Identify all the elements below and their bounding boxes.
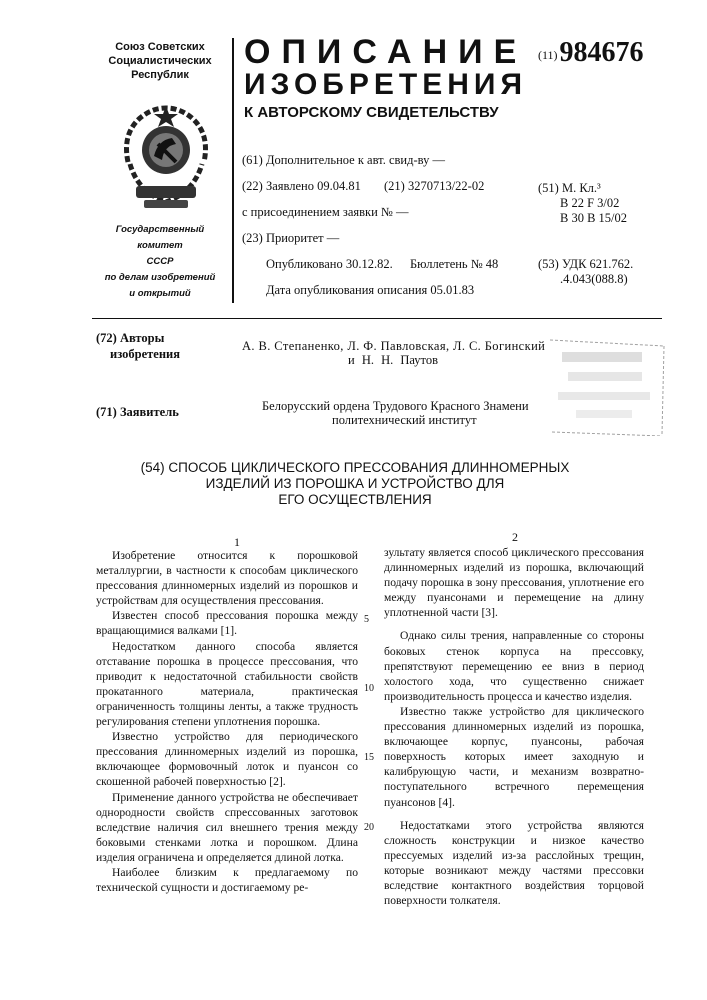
paragraph: Наиболее близким к предлагаемому по технической сущности и достигаемому ре-	[96, 865, 358, 895]
state-emblem-icon	[118, 104, 214, 214]
issuer-name	[96, 40, 224, 82]
field-description-date: Дата опубликования описания 05.01.83	[266, 283, 475, 297]
patent-number-value: 984676	[559, 37, 644, 68]
column-number-right: 2	[512, 530, 518, 544]
authors-line-1: А. В. Степаненко, Л. Ф. Павловская, Л. С. Богинский	[242, 339, 546, 353]
header-divider	[232, 38, 234, 303]
paragraph: Однако силы трения, направленные со стороны боковых стенок корпуса на прессовку, препятствуют перемещению ее вниз в период холостого хода, что существенно снижает производительность процесса и качество изделия.	[384, 629, 644, 703]
invention-title	[120, 460, 590, 508]
document-title: ОПИСАНИЕ	[244, 33, 528, 71]
issuer-line: Союз Советских	[115, 41, 205, 53]
field-51-class-1: B 22 F 3/02	[560, 196, 620, 210]
field-53-label: (53) УДК 621.762.	[538, 257, 634, 271]
line-number: 5	[364, 614, 369, 625]
applicant-line-2: политехнический институт	[332, 413, 477, 427]
line-number: 10	[364, 683, 374, 694]
issuer-line: Социалистических	[108, 55, 212, 67]
issuer-line: Республик	[131, 69, 189, 81]
library-stamp-icon	[548, 336, 666, 436]
patent-number	[538, 38, 644, 70]
paragraph: Недостатками этого устройства являются сложность конструкции и низкое качество прессуемых изделий из-за расслойных трещин, которые возникают между частями прессовки вследствие контактного воздействия торцовой поверхности толкателя.	[384, 818, 644, 908]
applicant-line-1: Белорусский ордена Трудового Красного Знамени	[262, 399, 529, 413]
line-number: 15	[364, 752, 374, 763]
field-bulletin: Бюллетень № 48	[410, 257, 499, 271]
paragraph: Известно устройство для периодического прессования длинномерных изделий из порошка, включающее формовочный лоток и пуансон со скошенной рабочей поверхностью [2].	[96, 730, 358, 789]
authors-label-line: изобретения	[110, 347, 181, 361]
paragraph: Применение данного устройства не обеспечивает однородности свойств спрессованных заготовок вследствие наличия сил внешнего трения между боковыми стенками лотка и порошком. Длина изделия ограничена и определяется длиной лотка.	[96, 790, 358, 864]
invention-title-line: ЕГО ОСУЩЕСТВЛЕНИЯ	[278, 492, 432, 507]
field-21: (21) 3270713/22-02	[384, 179, 485, 193]
committee-line: Государственный комитет	[115, 224, 205, 251]
text-column-left	[96, 548, 358, 895]
authors-label-line: (72) Авторы	[96, 331, 165, 345]
committee-line: и открытий	[129, 288, 191, 299]
document-kind: К АВТОРСКОМУ СВИДЕТЕЛЬСТВУ	[244, 104, 499, 121]
committee-line: по делам изобретений	[104, 272, 216, 283]
field-22: (22) Заявлено 09.04.81	[242, 179, 361, 193]
paragraph: Известен способ прессования порошка между вращающимися валками [1].	[96, 609, 358, 638]
invention-title-line: (54) СПОСОБ ЦИКЛИЧЕСКОГО ПРЕССОВАНИЯ ДЛИННОМЕРНЫХ	[140, 460, 570, 475]
paragraph: зультату является способ циклического прессования длинномерных изделий из порошка, включающий подачу порошка в зону прессования, уплотнение его между пуансонами и перемещение на длину уплотненной части [3].	[384, 546, 644, 620]
authors-label	[96, 330, 180, 362]
text-column-right	[384, 545, 644, 908]
paragraph: Известно также устройство для циклического прессования длинномерных изделий из порошка, включающее корпус, пуансоны, рабочая поверхность которых имеет заходную и калибрующую части, и механизм возвратно-поступательного встречного перемещения пуансонов [4].	[384, 704, 644, 809]
paragraph: Недостатком данного способа является отставание порошка в процессе прессования, что приводит к недостаточной стабильности свойств прокатанного материала, практическая ограниченность толщины ленты, а также трудность регулирования степени уплотнения порошка.	[96, 639, 358, 729]
patent-code: (11)	[538, 47, 558, 62]
column-number-left: 1	[234, 535, 240, 549]
document-subtitle: ИЗОБРЕТЕНИЯ	[244, 68, 528, 101]
paragraph: Изобретение относится к порошковой металлургии, в частности к способам циклического прессования длинномерных изделий из порошков и устройствам для осуществления прессования.	[96, 549, 358, 608]
section-divider	[92, 318, 662, 319]
authors-line-2: и Н. Н. Паутов	[348, 353, 439, 367]
committee-name	[92, 222, 228, 302]
line-number: 20	[364, 822, 374, 833]
field-61: (61) Дополнительное к авт. свид-ву —	[242, 153, 445, 167]
applicant-label: (71) Заявитель	[96, 405, 179, 419]
committee-line: СССР	[146, 256, 174, 267]
field-application: с присоединением заявки № —	[242, 205, 409, 219]
field-51-label: (51) М. Кл.³	[538, 181, 601, 195]
invention-title-line: ИЗДЕЛИЙ ИЗ ПОРОШКА И УСТРОЙСТВО ДЛЯ	[205, 476, 505, 491]
field-51-class-2: B 30 B 15/02	[560, 211, 628, 225]
field-23: (23) Приоритет —	[242, 231, 340, 245]
field-53-udk: .4.043(088.8)	[560, 272, 628, 286]
field-published: Опубликовано 30.12.82.	[266, 257, 393, 271]
